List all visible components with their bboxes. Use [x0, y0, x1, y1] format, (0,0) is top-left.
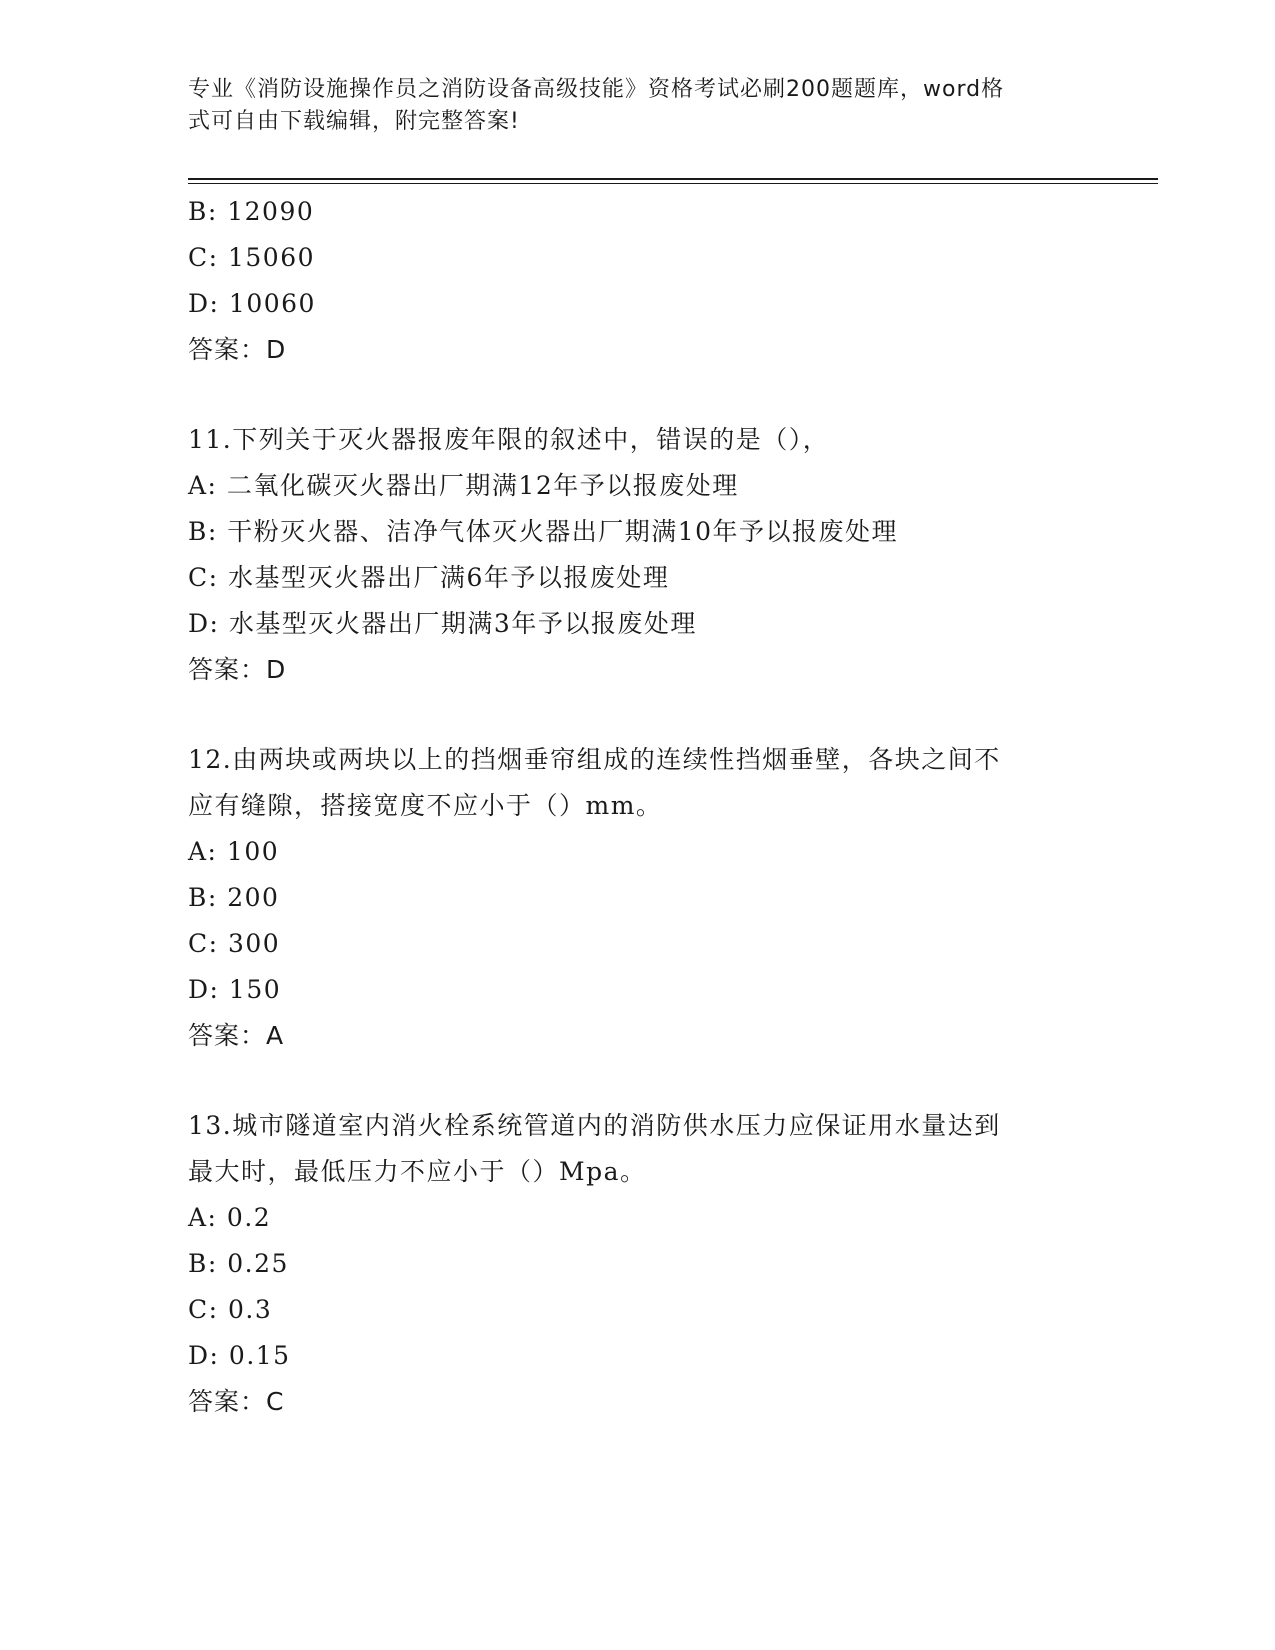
header-line-1: 专业《消防设施操作员之消防设备高级技能》资格考试必刷200题题库，word格	[188, 77, 1005, 102]
answer-line: 答案：D	[188, 655, 287, 684]
header-line-2: 式可自由下载编辑，附完整答案!	[188, 109, 520, 134]
option-b: B: 12090	[188, 197, 315, 226]
question-text: 11.下列关于灭火器报废年限的叙述中，错误的是（），	[188, 425, 830, 454]
header-divider-thin	[188, 183, 1158, 184]
option-d: D: 0.15	[188, 1341, 291, 1370]
carryover-question	[188, 189, 1088, 373]
question-text: 12.由两块或两块以上的挡烟垂帘组成的连续性挡烟垂壁，各块之间不	[188, 745, 1001, 774]
document-header	[188, 74, 1068, 138]
question-text-continued: 最大时，最低压力不应小于（）Mpa。	[188, 1157, 647, 1186]
question-list	[188, 189, 1088, 1425]
question-gap	[188, 373, 1088, 417]
option-b: B: 0.25	[188, 1249, 289, 1278]
question-gap	[188, 1059, 1088, 1103]
option-a: A: 0.2	[188, 1203, 272, 1232]
option-c: C: 15060	[188, 243, 316, 272]
question-11	[188, 417, 1088, 693]
option-a: A: 二氧化碳灭火器出厂期满12年予以报废处理	[188, 471, 739, 500]
question-text-continued: 应有缝隙，搭接宽度不应小于（）mm。	[188, 791, 663, 820]
option-c: C: 300	[188, 929, 281, 958]
option-b: B: 200	[188, 883, 280, 912]
question-gap	[188, 693, 1088, 737]
option-c: C: 0.3	[188, 1295, 273, 1324]
option-d: D: 150	[188, 975, 282, 1004]
answer-line: 答案：D	[188, 335, 287, 364]
question-text: 13.城市隧道室内消火栓系统管道内的消防供水压力应保证用水量达到	[188, 1111, 1001, 1140]
option-a: A: 100	[188, 837, 280, 866]
question-12	[188, 737, 1088, 1059]
answer-line: 答案：C	[188, 1387, 285, 1416]
question-13	[188, 1103, 1088, 1425]
option-c: C: 水基型灭火器出厂满6年予以报废处理	[188, 563, 670, 592]
option-d: D: 水基型灭火器出厂期满3年予以报废处理	[188, 609, 697, 638]
answer-line: 答案：A	[188, 1021, 285, 1050]
option-b: B: 干粉灭火器、洁净气体灭火器出厂期满10年予以报废处理	[188, 517, 899, 546]
header-divider-thick	[188, 178, 1158, 180]
option-d: D: 10060	[188, 289, 316, 318]
